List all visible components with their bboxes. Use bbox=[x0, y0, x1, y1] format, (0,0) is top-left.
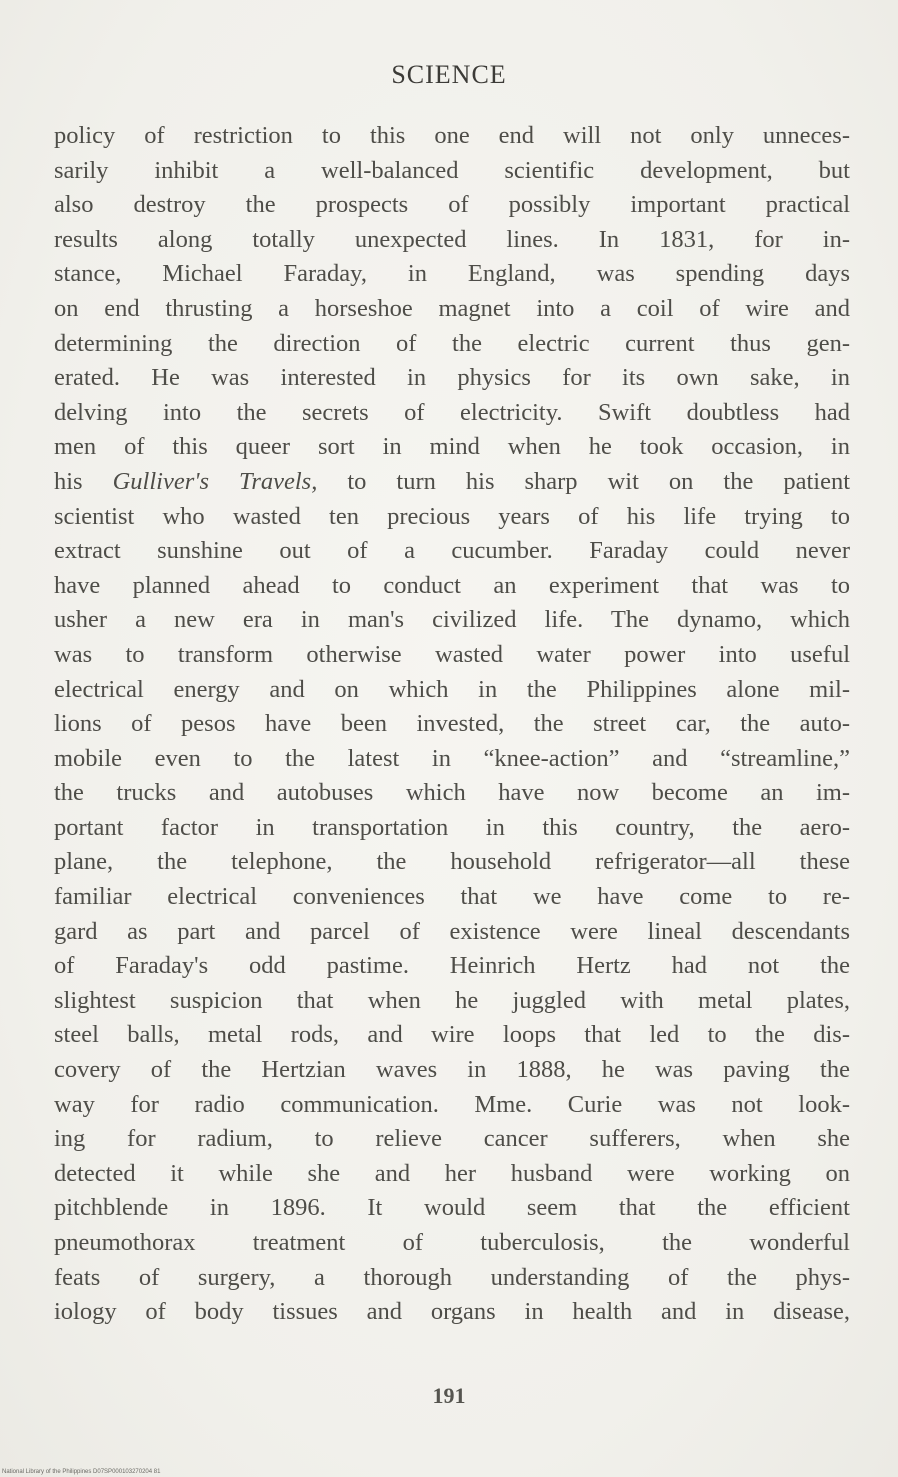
text-line: iology of body tissues and organs in health and in disease, bbox=[54, 1298, 850, 1326]
text-line: lions of pesos have been invested, the street car, the auto- bbox=[54, 710, 850, 738]
text-line: feats of surgery, a thorough understanding of the phys- bbox=[54, 1263, 850, 1291]
text-line: ing for radium, to relieve cancer sufferers, when she bbox=[54, 1125, 850, 1153]
text-line: the trucks and autobuses which have now become an im- bbox=[54, 779, 850, 807]
library-imprint: National Library of the Philippines D07SP000103270204 81 bbox=[2, 1469, 161, 1475]
text-line: plane, the telephone, the household refrigerator—all these bbox=[54, 848, 850, 876]
text-line: mobile even to the latest in “knee-action” and “streamline,” bbox=[54, 744, 850, 772]
text-line: men of this queer sort in mind when he took occasion, in bbox=[54, 433, 850, 461]
text-line: determining the direction of the electric current thus gen- bbox=[54, 329, 850, 357]
text-line: portant factor in transportation in this country, the aero- bbox=[54, 813, 850, 841]
text-line: delving into the secrets of electricity. Swift doubtless had bbox=[54, 398, 850, 426]
text-line: covery of the Hertzian waves in 1888, he was paving the bbox=[54, 1056, 850, 1084]
text-line: familiar electrical conveniences that we have come to re- bbox=[54, 883, 850, 911]
text-line: slightest suspicion that when he juggled with metal plates, bbox=[54, 986, 850, 1014]
text-line: also destroy the prospects of possibly important practical bbox=[54, 191, 850, 219]
text-line: have planned ahead to conduct an experiment that was to bbox=[54, 571, 850, 599]
body-text bbox=[54, 119, 850, 1330]
text-line: stance, Michael Faraday, in England, was spending days bbox=[54, 260, 850, 288]
text-line: gard as part and parcel of existence were lineal descendants bbox=[54, 917, 850, 945]
text-line: electrical energy and on which in the Philippines alone mil- bbox=[54, 675, 850, 703]
text-line: way for radio communication. Mme. Curie was not look- bbox=[54, 1090, 850, 1118]
text-line-with-italic bbox=[54, 465, 850, 500]
text-line: detected it while she and her husband were working on bbox=[54, 1159, 850, 1187]
text-line: extract sunshine out of a cucumber. Faraday could never bbox=[54, 537, 850, 565]
book-title-italic: Gulliver's Travels, bbox=[112, 467, 318, 495]
text-line: pneumothorax treatment of tuberculosis, the wonderful bbox=[54, 1229, 850, 1256]
text-line: was to transform otherwise wasted water power into useful bbox=[54, 640, 850, 668]
text-line: steel balls, metal rods, and wire loops that led to the dis- bbox=[54, 1021, 850, 1049]
line-prefix: his bbox=[54, 467, 83, 495]
running-head: SCIENCE bbox=[391, 60, 507, 89]
text-line: policy of restriction to this one end will not only unneces- bbox=[54, 122, 850, 149]
text-line: on end thrusting a horseshoe magnet into a coil of wire and bbox=[54, 294, 850, 322]
text-line: pitchblende in 1896. It would seem that the efficient bbox=[54, 1194, 850, 1222]
text-line: of Faraday's odd pastime. Heinrich Hertz had not the bbox=[54, 952, 850, 980]
page-number: 191 bbox=[432, 1383, 466, 1408]
text-line: results along totally unexpected lines. In 1831, for in- bbox=[54, 225, 850, 253]
text-line: sarily inhibit a well-balanced scientific development, but bbox=[54, 156, 850, 184]
line-remainder: to turn his sharp wit on the patient bbox=[347, 467, 850, 495]
text-line: scientist who wasted ten precious years of his life trying to bbox=[54, 502, 850, 530]
text-line: erated. He was interested in physics for its own sake, in bbox=[54, 364, 850, 392]
text-line: usher a new era in man's civilized life. The dynamo, which bbox=[54, 606, 850, 634]
